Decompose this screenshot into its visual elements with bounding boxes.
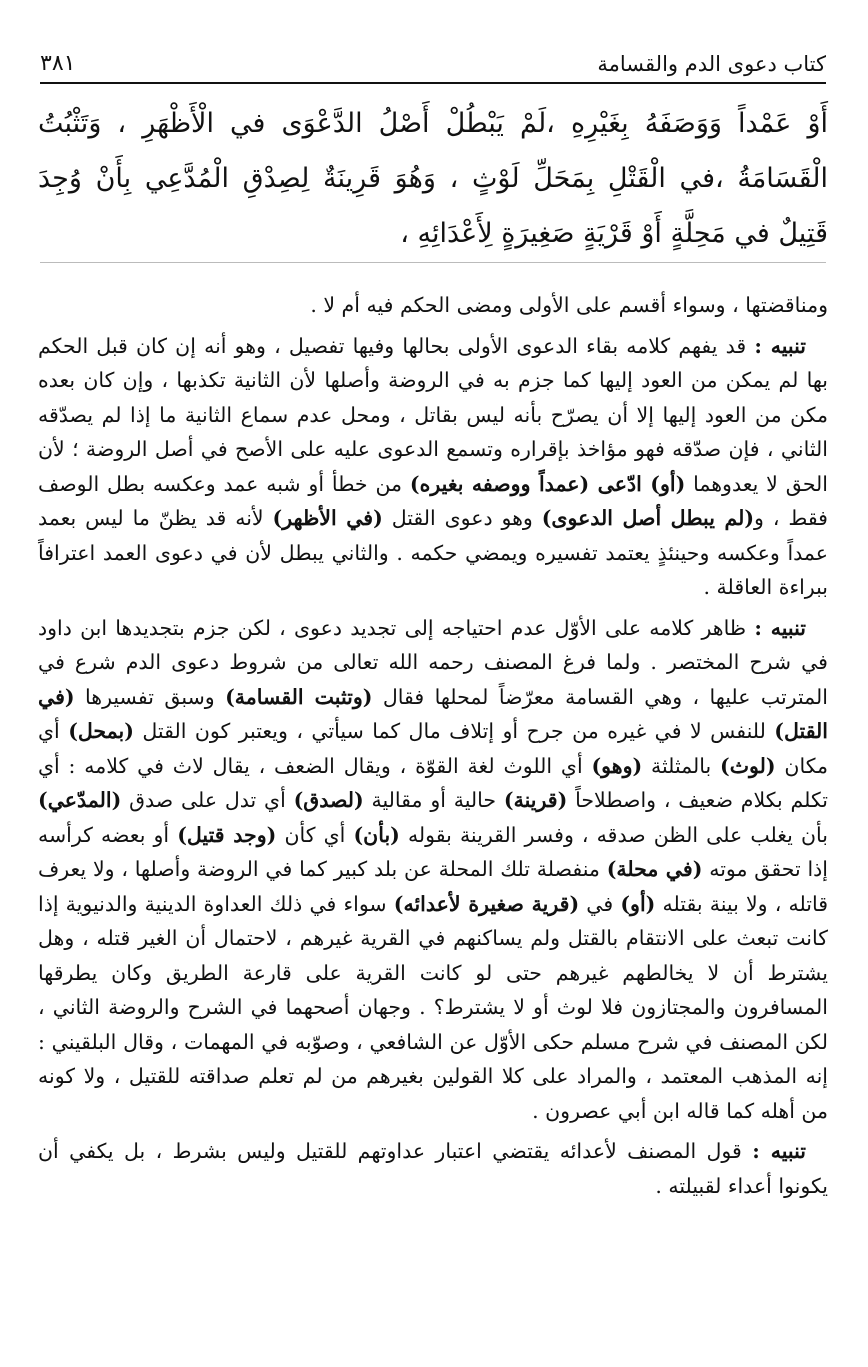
paragraph-text: بالمثلثة [642, 753, 721, 778]
running-title: كتاب دعوى الدم والقسامة [597, 52, 826, 76]
paragraph-text: للنفس لا في غيره من جرح أو إتلاف مال كما سيأتي ، ويعتبر كون القتل [133, 719, 775, 743]
paragraph-text: وهو دعوى القتل [382, 506, 542, 530]
quoted-text: (لم يبطل أصل الدعوى) [541, 506, 755, 530]
quoted-text: (وجد قتيل) [177, 822, 277, 847]
separator-line [40, 262, 826, 263]
commentary-paragraph [38, 1134, 828, 1203]
paragraph-text: حالية أو مقالية [363, 788, 504, 812]
paragraph-text: أي تدل على صدق [121, 788, 294, 812]
paragraph-text: أي اللوث لغة القوّة ، ويقال الضعف ، يقال لاث في كلامه : أي تكلم بكلام ضعيف ، واصطلاحاً [38, 753, 828, 812]
commentary-paragraph [38, 329, 828, 605]
page-header [40, 30, 826, 84]
paragraph-text: منفصلة تلك المحلة عن بلد كبير كما في الروضة وأصلها ، ولا يعرف قاتله ، ولا بينة بقتله [38, 857, 828, 916]
quoted-text: (بمحل) [68, 719, 134, 743]
quoted-text: (في الأظهر) [272, 506, 383, 530]
paragraph-text: قد يفهم كلامه بقاء الدعوى الأولى بحالها وفيها تفصيل ، وهو أنه إن كان قبل الحكم بها لم يمكن من العود إليها كما جزم به في الروضة وأصلها لأن الثانية تكذبها ، وإن كان بعده مكن من العود إليها إلا أن يصرّح بأنه ليس بقاتل ، ومحل عدم سماع الثانية ما إذا لم يصدّقه الثاني ، فإن صدّقه فهو مؤاخذ بإقراره وتسمع الدعوى عليه على الأصح في أصل الروضة ؛ لأن الحق لا يعدوهما [38, 333, 828, 496]
paragraph-text: أو بعضه كرأسه إذا تحقق موته [38, 822, 828, 881]
note-label: تنبيه : [754, 615, 806, 640]
quoted-text: (المدّعي) [38, 788, 122, 812]
quoted-text: (بأن) [353, 822, 400, 847]
main-text: أَوْ عَمْداً وَوَصَفَهُ بِغَيْرِهِ ،لَمْ يَبْطُلْ أَصْلُ الدَّعْوَى في الْأَظْهَرِ ، وَتَثْبُتُ الْقَسَامَةُ ،في الْقَتْلِ بِمَحَلِّ لَوْثٍ ، وَهُوَ قَرِينَةٌ لِصِدْقِ الْمُدَّعِي بِأَنْ وُجِدَ قَتِيلٌ في مَحِلَّةٍ أَوْ قَرْيَةٍ صَغِيرَةٍ لِأَعْدَائِهِ ، [38, 108, 828, 249]
paragraph-text: قول المصنف لأعدائه يقتضي اعتبار عداوتهم للقتيل وليس بشرط ، بل يكفي أن يكونوا أعداء لقبيلته . [38, 1139, 828, 1198]
page-number: ٣٨١ [40, 51, 76, 76]
quoted-text: (أو) [620, 891, 656, 916]
paragraph-text: ومناقضتها ، وسواء أقسم على الأولى ومضى الحكم فيه أم لا . [310, 293, 828, 317]
quoted-text: (أو) ادّعى (عمداً ووصفه بغيره) [409, 471, 686, 496]
paragraph-text: سواء في ذلك العداوة الدينية والدنيوية إذا كانت تبعث على الانتقام بالقتل ولم يساكنهم في القرية غيرهم ، لاحتمال أن الغير قتله ، وهل يشترط أن لا يخالطهم غيرهم حتى لو كانت القرية على قارعة الطريق وكان يطرقها المسافرون والمجتازون فلا لوث أو لا يشترط؟ . وجهان أصحهما في الشرح والروضة الثاني ، لكن المصنف في شرح مسلم حكى الأوّل عن الشافعي ، وصوّبه في المهمات ، وقال البلقيني : إنه المذهب المعتمد ، والمراد على كلا القولين بغيرهم من لم تعلم صداقته للقتيل ، ولا كونه من أهله كما قاله ابن أبي عصرون . [38, 891, 828, 1123]
quoted-text: (في محلة) [606, 857, 703, 881]
commentary-paragraph [38, 288, 828, 323]
paragraph-text: ظاهر كلامه على الأوّل عدم احتياجه إلى تجديد دعوى ، لكن جزم بتجديدها ابن داود في شرح المختصر . ولما فرغ المصنف رحمه الله تعالى من شروط دعوى الدم شرع في المترتب عليها ، وهي القسامة معرّضاً لمحلها فقال [38, 615, 828, 709]
paragraph-text: بأن يغلب على الظن صدقه ، وفسر القرينة بقوله [399, 822, 828, 847]
paragraph-text: من خطأ أو شبه عمد وعكسه بطل الوصف فقط ، و [38, 471, 828, 530]
commentary [38, 288, 828, 1209]
paragraph-text: في [579, 891, 621, 916]
note-label: تنبيه : [752, 1139, 806, 1163]
quoted-text: (قرينة) [503, 788, 568, 812]
paragraph-text: لأنه قد يظنّ ما ليس بعمد عمداً وعكسه وحينئذٍ يعتمد تفسيره ويمضي حكمه . والثاني يبطل لأن في دعوى العمد اعترافاً ببراءة العاقلة . [38, 506, 828, 599]
paragraph-text: أي مكان [38, 719, 828, 778]
quoted-text: (وهو) [591, 753, 643, 778]
note-label: تنبيه : [754, 333, 806, 358]
quoted-text: (في القتل) [38, 684, 829, 743]
quoted-text: (قرية صغيرة لأعدائه) [393, 891, 580, 916]
paragraph-text: وسبق تفسيرها [74, 684, 226, 709]
quoted-text: (لصدق) [293, 788, 364, 812]
quoted-text: (لوث) [720, 753, 776, 778]
paragraph-text: أي كأن [276, 822, 354, 847]
quoted-text: (وتثبت القسامة) [225, 684, 373, 709]
commentary-paragraph [38, 611, 828, 1129]
